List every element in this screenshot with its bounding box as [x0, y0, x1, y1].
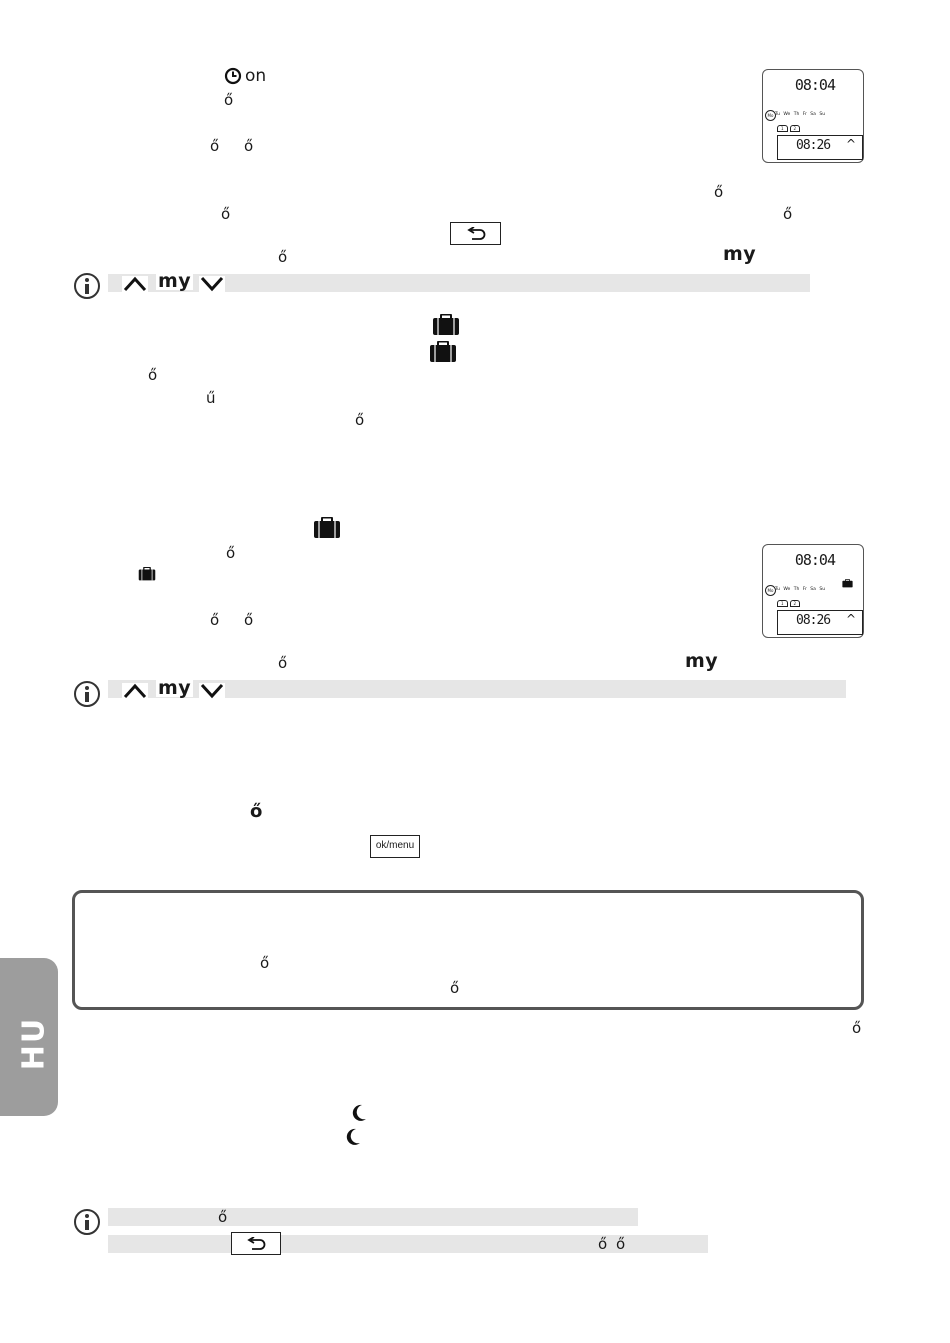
o-acute-char: ő — [244, 611, 254, 629]
lcd-display-screen — [762, 544, 864, 638]
display-tabs — [777, 125, 802, 132]
o-acute-char: ő — [852, 1019, 862, 1037]
o-acute-char: ő — [278, 248, 288, 266]
display-day-mo: Mo — [765, 585, 776, 596]
o-acute-char: ő — [260, 954, 270, 972]
o-acute-char: ő — [616, 1235, 626, 1253]
my-button-label: my — [158, 270, 192, 292]
suitcase-icon — [432, 314, 460, 340]
o-acute-char: ő — [714, 183, 724, 201]
display-tab-2: 2 — [790, 600, 801, 607]
note-highlight-bar — [108, 1208, 638, 1226]
my-button-label: my — [685, 650, 719, 672]
display-caret: ^ — [845, 612, 856, 626]
moon-icon — [345, 1128, 361, 1150]
chevron-down-icon — [199, 276, 225, 296]
o-acute-char: ő — [210, 611, 220, 629]
o-acute-char: ő — [226, 544, 236, 562]
clock-icon — [224, 67, 242, 89]
info-icon — [73, 680, 101, 712]
back-arrow-icon — [465, 227, 487, 241]
lcd-display-screen — [762, 69, 864, 163]
suitcase-icon — [842, 573, 853, 592]
suitcase-icon — [429, 341, 457, 367]
note-box — [72, 890, 864, 1010]
o-acute-char: ő — [250, 801, 263, 822]
display-tabs — [777, 600, 802, 607]
display-tab-1: 1 — [777, 125, 788, 132]
o-acute-char: ő — [218, 1208, 228, 1226]
my-button-label: my — [723, 243, 757, 265]
back-button[interactable] — [450, 222, 501, 245]
display-time-bottom: 08:26 — [796, 138, 831, 153]
o-acute-char: ő — [450, 979, 460, 997]
info-icon — [73, 1208, 101, 1240]
o-acute-char: ő — [148, 366, 158, 384]
display-tab-1: 1 — [777, 600, 788, 607]
o-acute-char: ő — [783, 205, 793, 223]
moon-icon — [351, 1104, 367, 1126]
chevron-up-icon — [122, 683, 148, 703]
display-time-top: 08:04 — [794, 76, 835, 94]
o-acute-char: ő — [224, 91, 234, 109]
o-acute-char: ő — [598, 1235, 608, 1253]
info-icon — [73, 272, 101, 304]
timer-on-label: on — [245, 66, 267, 86]
ok-menu-button[interactable]: ok/menu — [370, 835, 420, 858]
o-acute-char: ő — [221, 205, 231, 223]
display-days: Tu We Th Fr Sa Su — [775, 587, 826, 592]
display-day-mo: Mo — [765, 110, 776, 121]
chevron-down-icon — [199, 683, 225, 703]
display-time-top: 08:04 — [794, 551, 835, 569]
o-acute-char: ő — [355, 411, 365, 429]
suitcase-icon — [138, 566, 156, 585]
display-caret: ^ — [845, 137, 856, 151]
back-button[interactable] — [231, 1232, 281, 1255]
u-acute-char: ű — [206, 389, 216, 407]
suitcase-icon — [313, 517, 341, 543]
o-acute-char: ő — [210, 137, 220, 155]
display-bottom-box — [777, 135, 863, 160]
display-time-bottom: 08:26 — [796, 613, 831, 628]
display-bottom-box — [777, 610, 863, 635]
back-arrow-icon — [245, 1237, 267, 1251]
display-tab-2: 2 — [790, 125, 801, 132]
chevron-up-icon — [122, 276, 148, 296]
language-side-tab-label: HU — [16, 1016, 52, 1071]
o-acute-char: ő — [278, 654, 288, 672]
my-button-label: my — [158, 677, 192, 699]
o-acute-char: ő — [244, 137, 254, 155]
display-days: Tu We Th Fr Sa Su — [775, 112, 826, 117]
